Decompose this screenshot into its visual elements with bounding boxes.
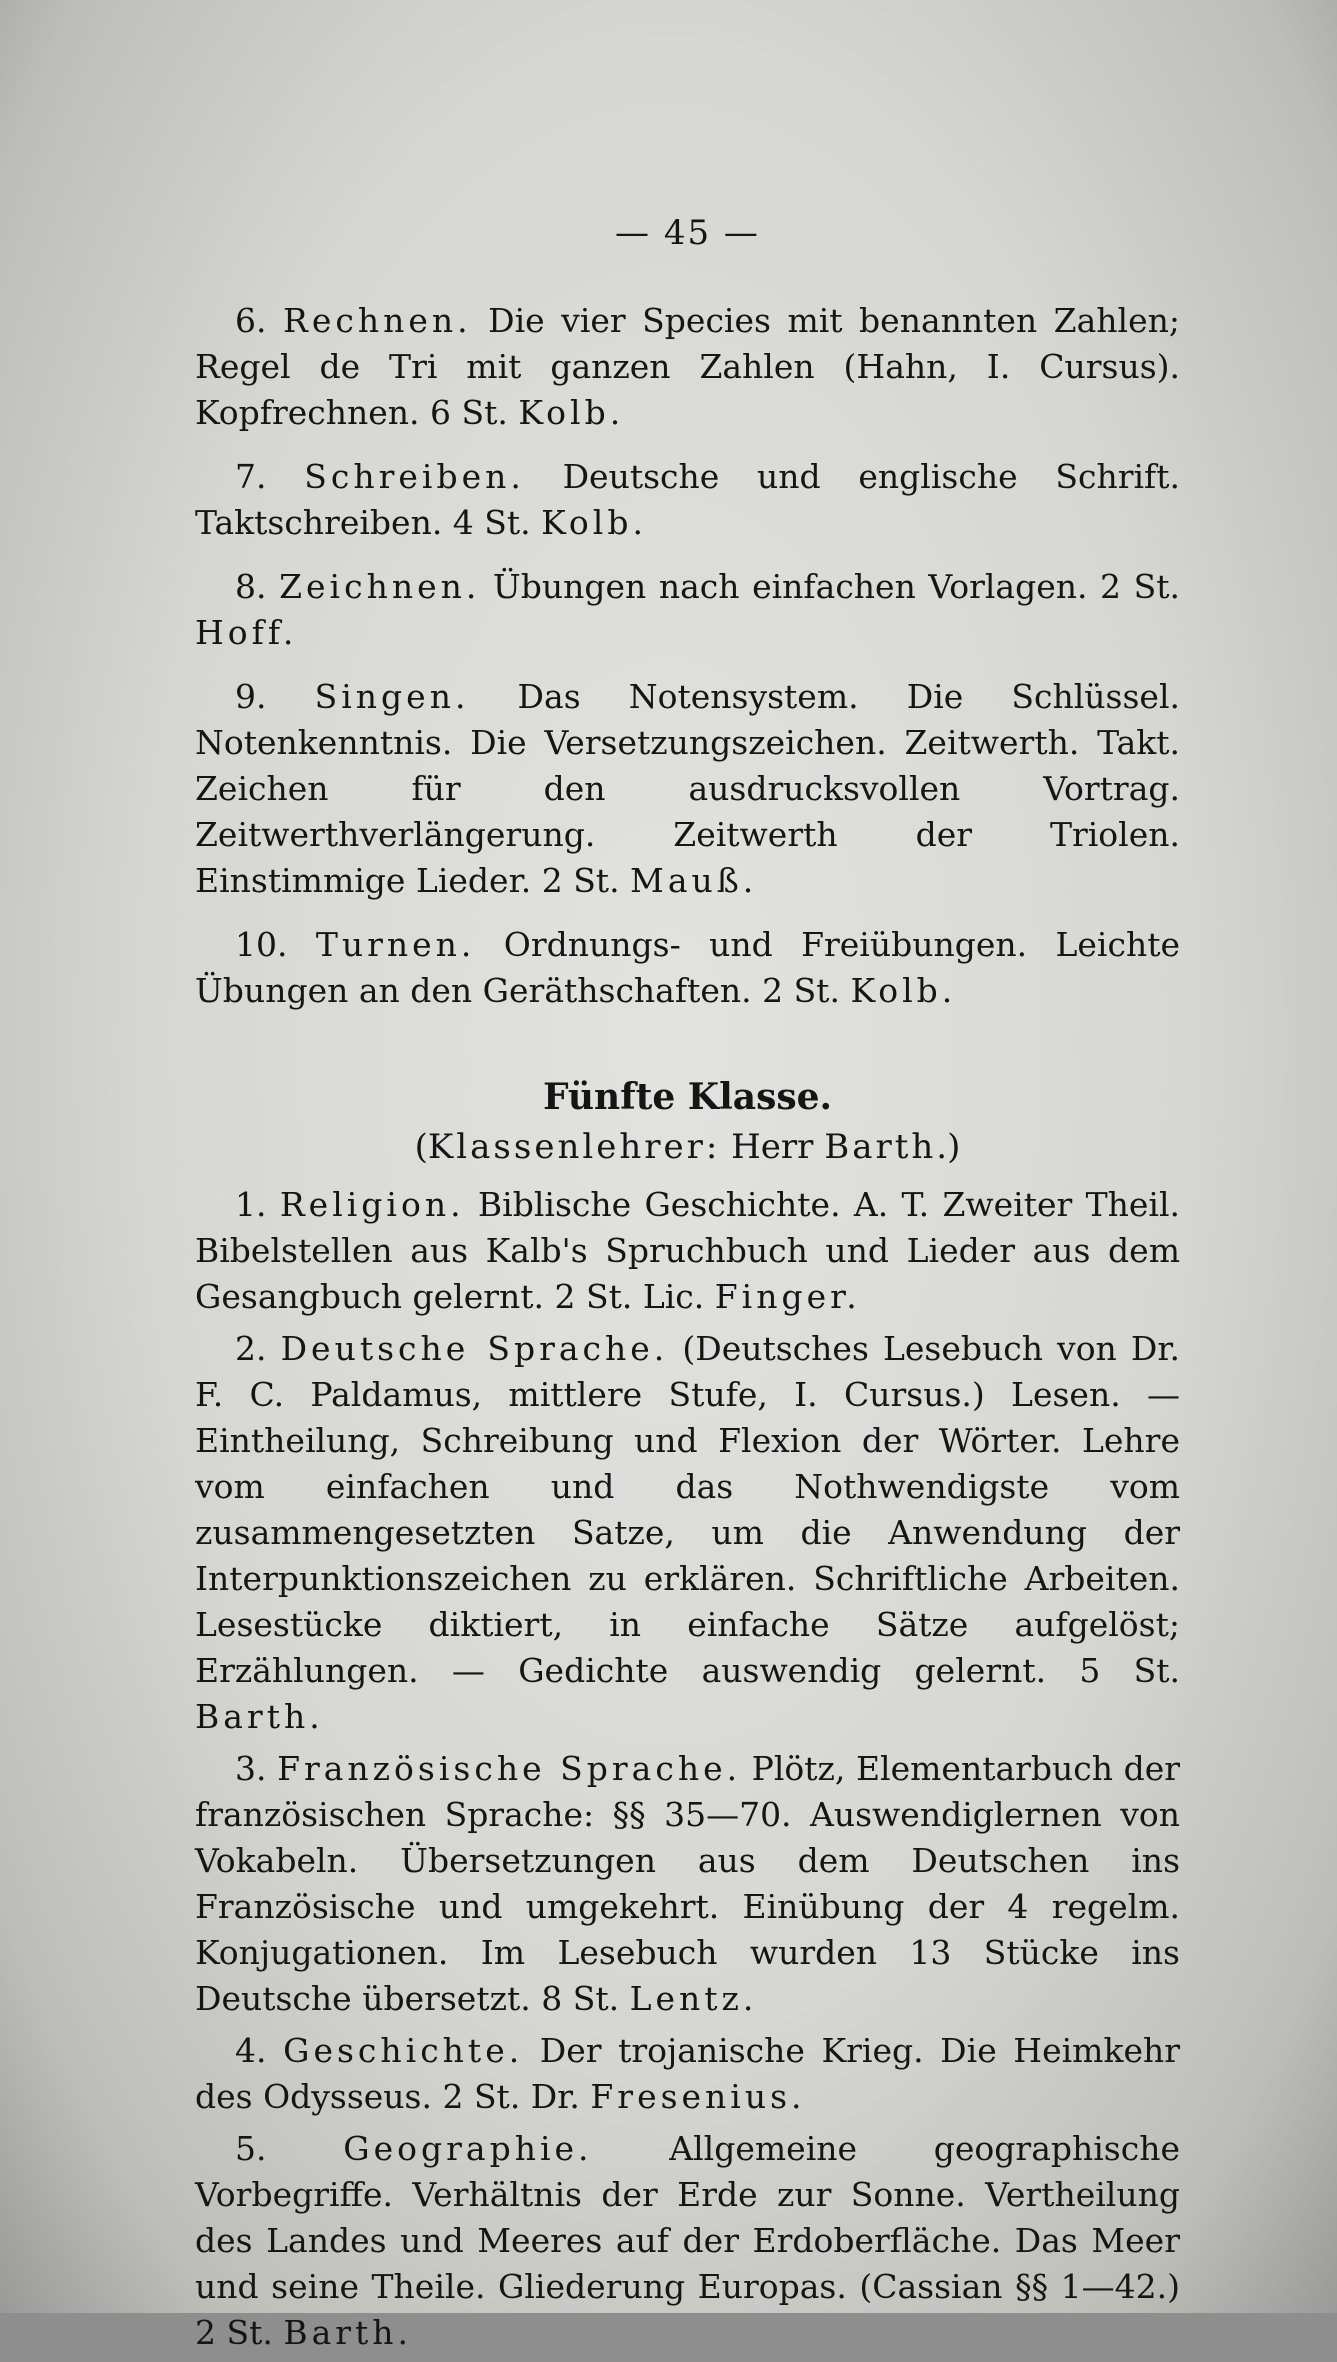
item-teacher: Kolb. <box>850 971 957 1010</box>
item-subject: Religion. <box>279 1185 465 1224</box>
item-number: 4. <box>235 2031 267 2070</box>
item-subject: Deutsche Sprache. <box>280 1329 669 1368</box>
item-body: Übungen nach einfachen Vorlagen. 2 St. <box>480 567 1180 606</box>
section-subheading <box>195 1124 1180 1170</box>
item-body: Biblische Geschichte. A. T. Zweiter Theil. Bibelstellen aus Kalb's Spruchbuch und Lieder aus dem Gesangbuch gelernt. 2 St. Lic. <box>195 1185 1180 1316</box>
item-body: Plötz, Elementarbuch der französischen Sprache: §§ 35—70. Auswendiglernen von Vokabeln. Übersetzungen aus dem Deutschen ins Französische und umgekehrt. Einübung der 4 regelm. Konjugationen. Im Lesebuch wurden 13 Stücke ins Deutsche übersetzt. 8 St. <box>195 1749 1181 2018</box>
item-number: 6. <box>235 301 267 340</box>
item-number: 5. <box>235 2129 267 2168</box>
paren-open: ( <box>414 1127 428 1167</box>
item-subject: Geschichte. <box>283 2031 524 2070</box>
item-teacher: Finger. <box>714 1277 861 1316</box>
item-body: (Deutsches Lesebuch von Dr. F. C. Paldamus, mittlere Stufe, I. Cursus.) Lesen. — Eintheilung, Schreibung und Flexion der Wörter. Lehre vom einfachen und das Nothwendigste vom zusammengesetzten Satze, um die Anwendung der Interpunktionszeichen zu erklären. Schriftliche Arbeiten. Lesestücke diktiert, in einfache Sätze aufgelöst; Erzählungen. — Gedichte auswendig gelernt. 5 St. <box>195 1329 1180 1690</box>
section-heading: Fünfte Klasse. <box>542 1076 833 1118</box>
item-teacher: Kolb. <box>541 503 647 542</box>
item-number: 7. <box>235 457 267 496</box>
curriculum-item <box>195 2126 1180 2356</box>
item-subject: Geographie. <box>343 2129 593 2168</box>
curriculum-item <box>195 564 1180 656</box>
curriculum-item <box>195 2028 1180 2120</box>
class-teacher-name: Barth <box>824 1127 937 1167</box>
item-body: Deutsche und englische Schrift. Taktschreiben. 4 St. <box>195 457 1180 542</box>
item-subject: Singen. <box>314 677 470 716</box>
class-teacher-label: Klassenlehrer: <box>427 1127 721 1167</box>
curriculum-item <box>195 1326 1180 1740</box>
curriculum-item <box>195 674 1180 904</box>
item-teacher: Lentz. <box>629 1979 758 2018</box>
item-body: Ordnungs- und Freiübungen. Leichte Übungen an den Geräthschaften. 2 St. <box>195 925 1180 1010</box>
item-body: Der trojanische Krieg. Die Heimkehr des Odysseus. 2 St. Dr. <box>195 2031 1181 2116</box>
honorific: Herr <box>720 1127 825 1167</box>
item-subject: Rechnen. <box>283 301 472 340</box>
curriculum-item <box>195 1746 1180 2022</box>
item-teacher: Kolb. <box>518 393 625 432</box>
item-body: Allgemeine geographische Vorbegriffe. Verhältnis der Erde zur Sonne. Vertheilung des Landes und Meeres auf der Erdoberfläche. Das Meer und seine Theile. Gliederung Europas. (Cassian §§ 1—42.) 2 St. <box>195 2129 1180 2352</box>
item-body: Das Notensystem. Die Schlüssel. Notenkenntnis. Die Versetzungszeichen. Zeitwerth. Takt. Zeichen für den ausdrucksvollen Vortrag. Zeitwerthverlängerung. Zeitwerth der Triolen. Einstimmige Lieder. 2 St. <box>195 677 1180 900</box>
item-teacher: Barth. <box>195 1697 324 1736</box>
item-number: 3. <box>235 1749 267 1788</box>
item-subject: Zeichnen. <box>279 567 481 606</box>
item-body: Die vier Species mit benannten Zahlen; Regel de Tri mit ganzen Zahlen (Hahn, I. Cursus). Kopfrechnen. 6 St. <box>195 301 1180 432</box>
item-number: 9. <box>235 677 267 716</box>
page-number: — 45 — <box>615 213 760 253</box>
page-text <box>195 190 1180 2362</box>
curriculum-item <box>195 1182 1180 1320</box>
paren-close: .) <box>936 1127 961 1167</box>
item-number: 10. <box>235 925 288 964</box>
item-number: 8. <box>235 567 267 606</box>
item-teacher: Barth. <box>283 2313 413 2352</box>
item-teacher: Fresenius. <box>590 2077 806 2116</box>
item-subject: Schreiben. <box>304 457 525 496</box>
curriculum-item <box>195 298 1180 436</box>
item-subject: Turnen. <box>315 925 476 964</box>
item-teacher: Hoff. <box>195 613 298 652</box>
item-number: 2. <box>235 1329 267 1368</box>
item-number: 1. <box>235 1185 267 1224</box>
item-teacher: Mauß. <box>630 861 758 900</box>
curriculum-item <box>195 454 1180 546</box>
curriculum-item <box>195 922 1180 1014</box>
item-subject: Französische Sprache. <box>277 1749 742 1788</box>
